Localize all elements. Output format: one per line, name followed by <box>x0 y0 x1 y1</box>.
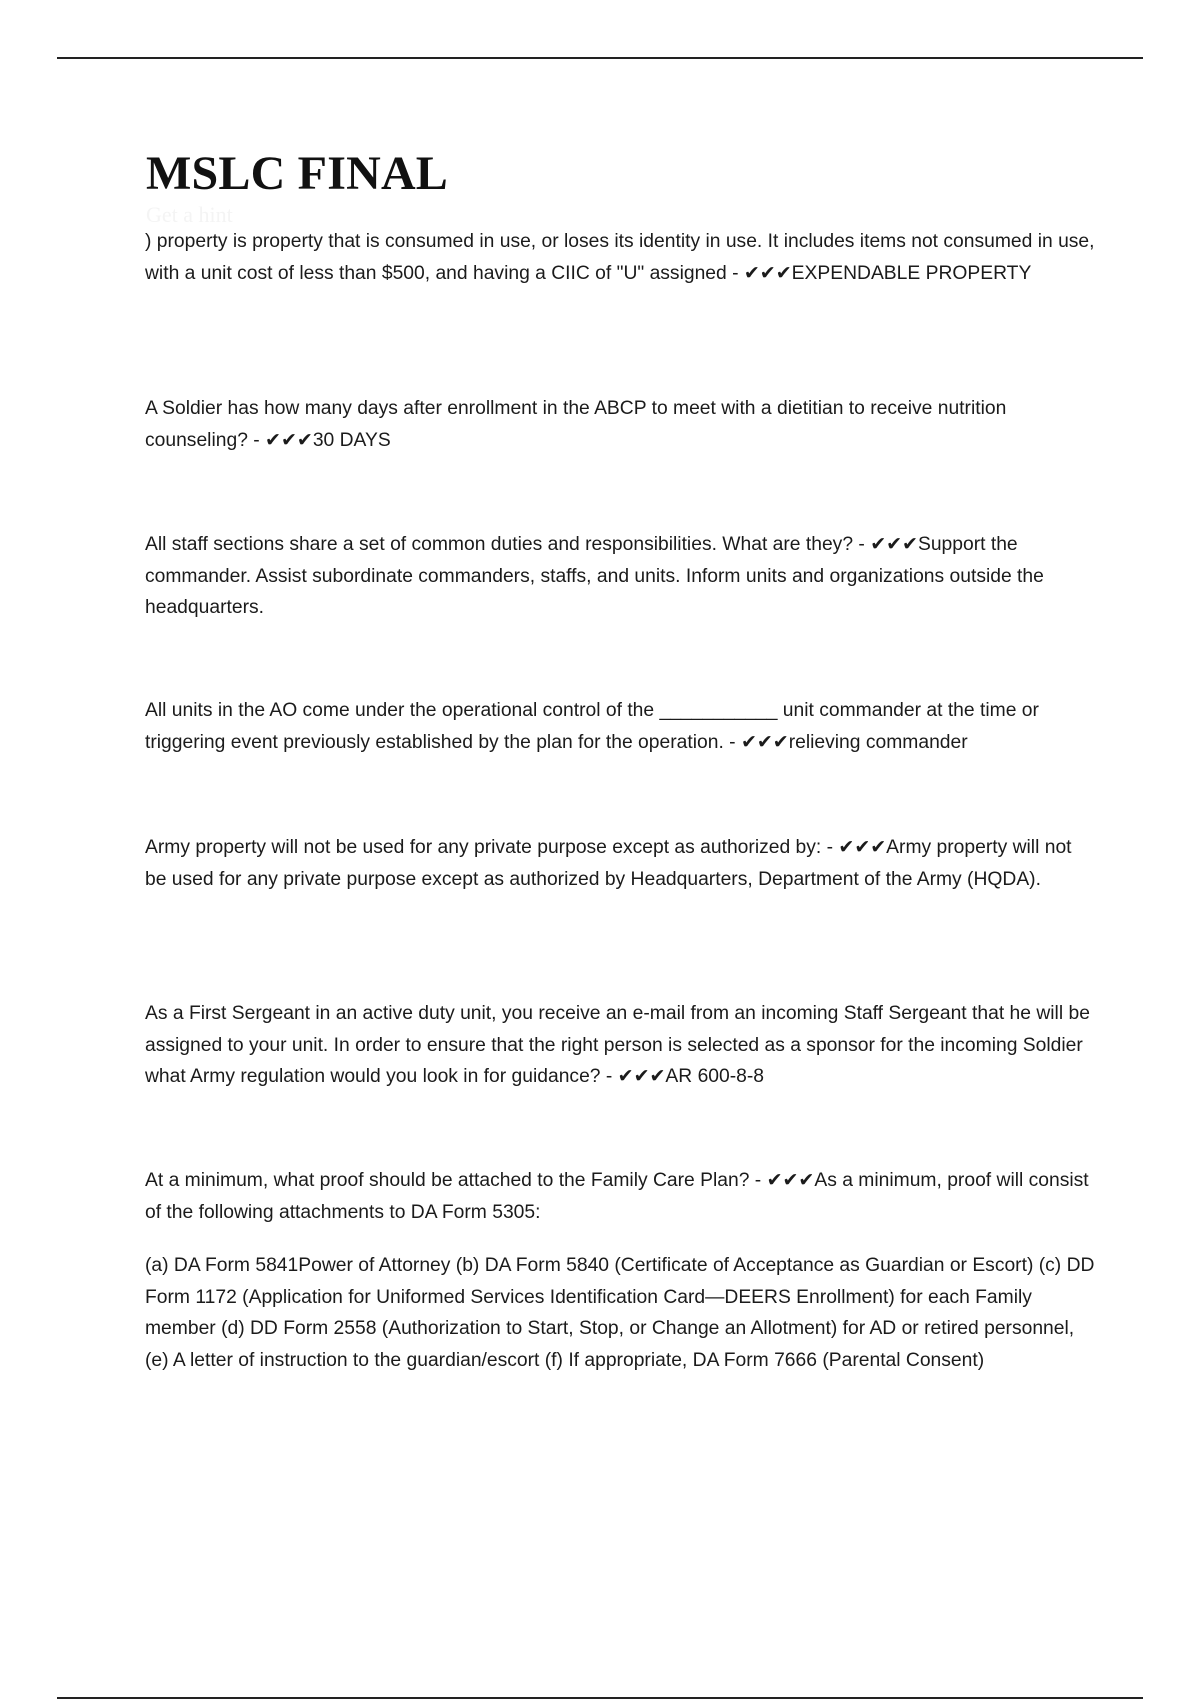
card-expendable-property <box>145 226 1095 289</box>
answer-text: Army property will not be used for any private purpose except as authorized by Headquarters, Department of the Army (HQDA). <box>145 837 1072 890</box>
question-text: A Soldier has how many days after enrollment in the ABCP to meet with a dietitian to receive nutrition counseling? - <box>145 398 1007 451</box>
answer-text: AR 600-8-8 <box>665 1066 765 1087</box>
answer-text: EXPENDABLE PROPERTY <box>791 262 1032 284</box>
checkmark-icon: ✔✔✔ <box>766 1169 815 1191</box>
answer-text: Support the commander. Assist subordinate commanders, staffs, and units. Inform units and organizations outside the headquarters. <box>145 534 1044 618</box>
checkmark-icon: ✔✔✔ <box>265 428 313 451</box>
question-text: All staff sections share a set of common duties and responsibilities. What are they? - <box>145 534 871 555</box>
bottom-rule <box>57 1697 1143 1699</box>
checkmark-icon: ✔✔✔ <box>740 730 789 753</box>
family-care-plan-attachments: (a) DA Form 5841Power of Attorney (b) DA Form 5840 (Certificate of Acceptance as Guardian or Escort) (c) DD Form 1172 (Application for Uniformed Services Identification Card—DEERS Enrollment) for each Family member (d) DD Form 2558 (Authorization to Start, Stop, or Change an Allotment) for AD or retired personnel, (e) A letter of instruction to the guardian/escort (f) If appropriate, DA Form 7666 (Parental Consent) <box>145 1255 1095 1371</box>
question-text: ) property is property that is consumed in use, or loses its identity in use. It includes items not consumed in use, with a unit cost of less than $500, and having a CIIC of "U" assigned - <box>145 231 1095 284</box>
hint-link[interactable]: Get a hint <box>146 202 233 227</box>
card-family-care-plan <box>145 1165 1095 1228</box>
checkmark-icon: ✔✔✔ <box>617 1065 666 1087</box>
answer-text: As a minimum, proof will consist of the following attachments to DA Form 5305: <box>145 1170 1089 1223</box>
card-staff-duties <box>145 529 1095 624</box>
question-text: Army property will not be used for any private purpose except as authorized by: - <box>145 837 839 858</box>
checkmark-icon: ✔✔✔ <box>870 533 918 555</box>
answer-text: relieving commander <box>788 731 968 753</box>
checkmark-icon: ✔✔✔ <box>838 836 887 858</box>
answer-text: 30 DAYS <box>312 429 391 451</box>
card-army-property <box>145 832 1095 895</box>
question-text: All units in the AO come under the operational control of the ___________ unit commander at the time or triggering event previously established by the plan for the operation. - <box>145 700 1039 753</box>
top-rule <box>57 57 1143 59</box>
checkmark-icon: ✔✔✔ <box>743 261 792 284</box>
document-title: MSLC FINAL <box>146 147 449 200</box>
card-abcp-dietitian <box>145 393 1095 456</box>
card-operational-control <box>145 695 1095 758</box>
question-text: As a First Sergeant in an active duty unit, you receive an e-mail from an incoming Staff Sergeant that he will be assigned to your unit. In order to ensure that the right person is selected as a sponsor for the incoming Soldier what Army regulation would you look in for guidance? - <box>145 1003 1090 1087</box>
question-text: At a minimum, what proof should be attached to the Family Care Plan? - <box>145 1170 767 1191</box>
card-sponsor-regulation <box>145 998 1095 1093</box>
